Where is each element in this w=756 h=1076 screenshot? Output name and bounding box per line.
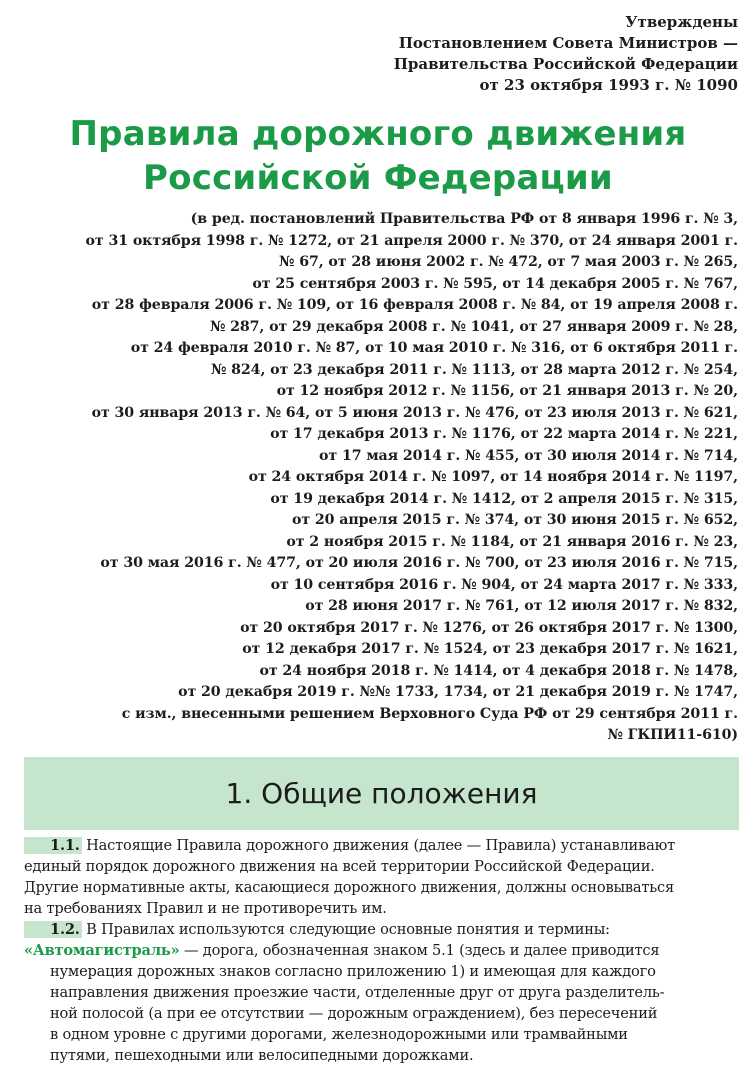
paragraph-text: на требованиях Правил и не противоречить им. <box>24 900 387 917</box>
paragraph-1-1 <box>24 835 740 856</box>
edition-line: от 28 февраля 2006 г. № 109, от 16 февраля 2008 г. № 84, от 19 апреля 2008 г. <box>91 297 738 313</box>
term-name: «Автомагистраль» <box>24 942 180 959</box>
edition-line: от 24 октября 2014 г. № 1097, от 14 ноября 2014 г. № 1197, <box>248 469 738 485</box>
definition-text: — дорога, обозначенная знаком 5.1 (здесь и далее приводится <box>179 942 660 959</box>
section-body <box>24 835 740 1066</box>
document-title <box>0 112 756 200</box>
edition-line: от 10 сентября 2016 г. № 904, от 24 марта 2017 г. № 333, <box>270 576 738 593</box>
edition-line: от 19 декабря 2014 г. № 1412, от 2 апреля 2015 г. № 315, <box>270 490 738 507</box>
definition-text: направления движения проезжие части, отделенные друг от друга разделитель- <box>50 984 665 1001</box>
paragraph-1-2 <box>24 919 740 940</box>
edition-line: от 30 мая 2016 г. № 477, от 20 июля 2016 г. № 700, от 23 июля 2016 г. № 715, <box>100 555 738 571</box>
edition-line: с изм., внесенными решением Верховного Суда РФ от 29 сентября 2011 г. <box>121 705 738 722</box>
edition-line: от 20 октября 2017 г. № 1276, от 26 октября 2017 г. № 1300, <box>240 619 738 636</box>
definition-text: нумерация дорожных знаков согласно приложению 1) и имеющая для каждого <box>50 963 656 980</box>
definition-text: ной полосой (а при ее отсутствии — дорожным ограждением), без пересечений <box>50 1005 658 1022</box>
clause-number: 1.2. <box>24 921 82 938</box>
paragraph-text: В Правилах используются следующие основные понятия и термины: <box>81 921 610 938</box>
edition-line: от 17 декабря 2013 г. № 1176, от 22 марта 2014 г. № 221, <box>270 426 738 442</box>
paragraph-text: Другие нормативные акты, касающиеся дорожного движения, должны основываться <box>24 879 675 896</box>
paragraph-text: Настоящие Правила дорожного движения (далее — Правила) устанавливают <box>81 837 675 854</box>
definition-text: путями, пешеходными или велосипедными дорожками. <box>50 1047 474 1064</box>
section-title: 1. Общие положения <box>225 777 538 810</box>
edition-line: от 24 февраля 2010 г. № 87, от 10 мая 2010 г. № 316, от 6 октября 2011 г. <box>130 340 738 356</box>
edition-line: от 30 января 2013 г. № 64, от 5 июня 2013 г. № 476, от 23 июля 2013 г. № 621, <box>91 404 738 421</box>
paragraph-text: единый порядок дорожного движения на всей территории Российской Федерации. <box>24 858 655 875</box>
edition-line: от 12 декабря 2017 г. № 1524, от 23 декабря 2017 г. № 1621, <box>242 641 738 657</box>
edition-line: от 20 декабря 2019 г. №№ 1733, 1734, от 21 декабря 2019 г. № 1747, <box>178 684 738 700</box>
approval-block <box>394 12 738 96</box>
section-header <box>24 757 739 830</box>
edition-line: № 287, от 29 декабря 2008 г. № 1041, от 27 января 2009 г. № 28, <box>209 318 738 335</box>
approval-line: от 23 октября 1993 г. № 1090 <box>479 76 738 94</box>
edition-line: от 12 ноября 2012 г. № 1156, от 21 января 2013 г. № 20, <box>276 383 738 399</box>
edition-line: от 2 ноября 2015 г. № 1184, от 21 января 2016 г. № 23, <box>286 533 738 550</box>
edition-line: № 67, от 28 июня 2002 г. № 472, от 7 мая 2003 г. № 265, <box>279 254 738 270</box>
edition-line: (в ред. постановлений Правительства РФ от 8 января 1996 г. № 3, <box>190 211 738 227</box>
edition-line: от 25 сентября 2003 г. № 595, от 14 декабря 2005 г. № 767, <box>252 275 738 292</box>
editions-list <box>86 209 738 747</box>
edition-line: от 24 ноября 2018 г. № 1414, от 4 декабря 2018 г. № 1478, <box>259 662 738 679</box>
approval-line: Правительства Российской Федерации <box>393 55 738 73</box>
term-definition <box>24 940 740 961</box>
edition-line: от 28 июня 2017 г. № 761, от 12 июля 2017 г. № 832, <box>305 598 738 614</box>
edition-line: от 20 апреля 2015 г. № 374, от 30 июня 2015 г. № 652, <box>291 512 738 528</box>
edition-line: от 17 мая 2014 г. № 455, от 30 июля 2014 г. № 714, <box>319 447 738 464</box>
approval-line: Постановлением Совета Министров — <box>398 34 738 52</box>
edition-line: от 31 октября 1998 г. № 1272, от 21 апреля 2000 г. № 370, от 24 января 2001 г. <box>85 232 738 249</box>
definition-text: в одном уровне с другими дорогами, железнодорожными или трамвайными <box>50 1026 628 1043</box>
title-line: Правила дорожного движения <box>69 114 687 154</box>
clause-number: 1.1. <box>24 837 82 854</box>
approval-line: Утверждены <box>625 13 738 31</box>
edition-line: № 824, от 23 декабря 2011 г. № 1113, от 28 марта 2012 г. № 254, <box>210 361 738 378</box>
edition-line: № ГКПИ11-610) <box>607 727 738 743</box>
title-line: Российской Федерации <box>143 158 613 198</box>
